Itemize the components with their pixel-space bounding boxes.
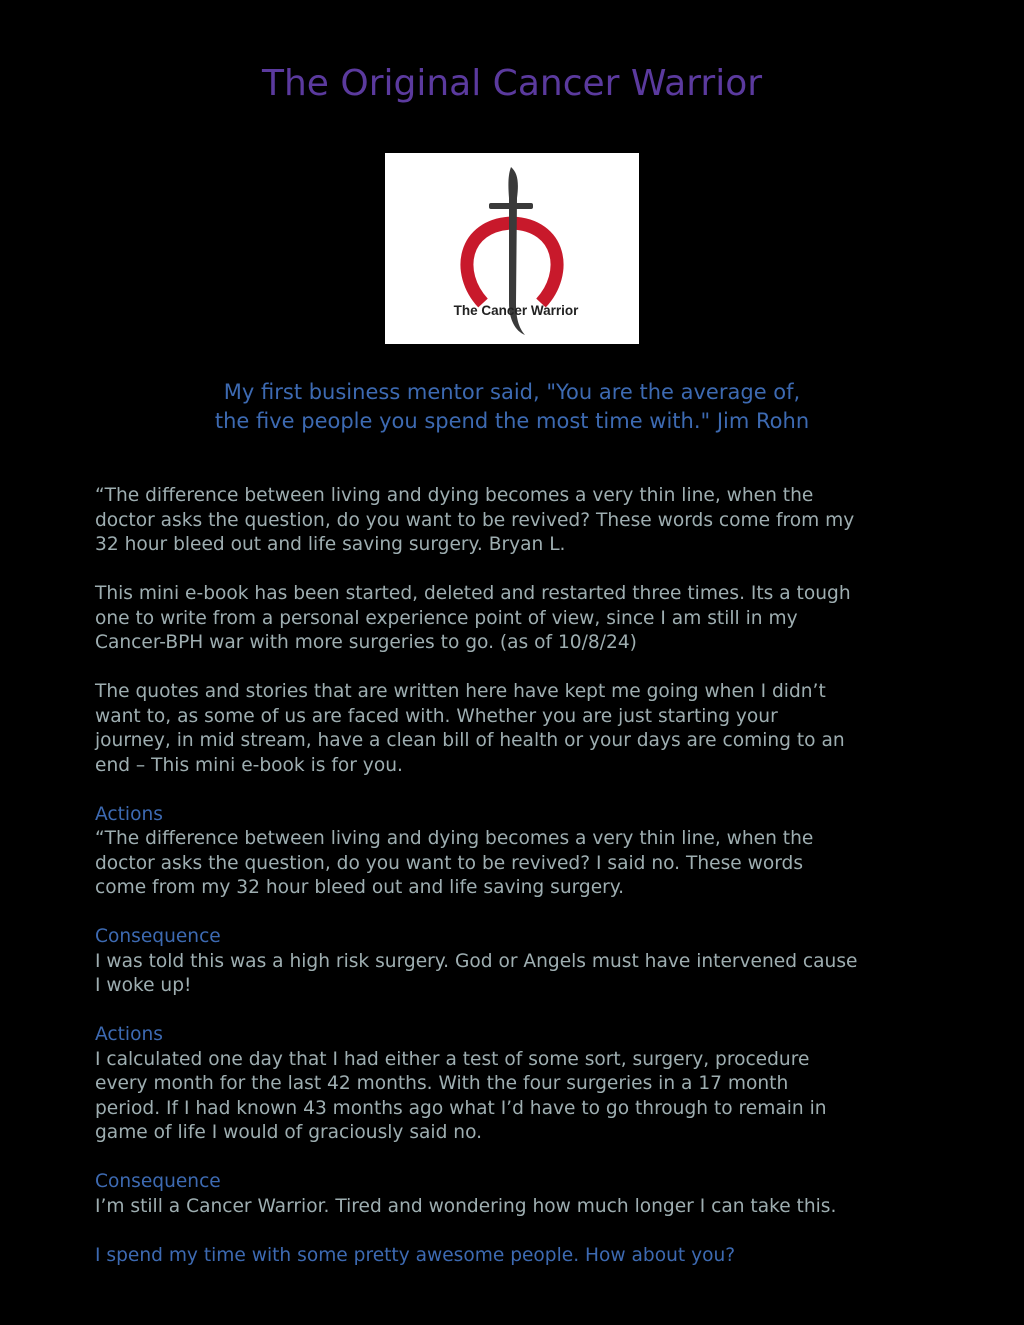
text-line: Cancer-BPH war with more surgeries to go. (as of 10/8/24) [95, 632, 637, 653]
text-line: end – This mini e-book is for you. [95, 754, 403, 776]
text-line: I was told this was a high risk surgery. God or Angels must have intervened cause [95, 950, 858, 972]
page-title: The Original Cancer Warrior [261, 63, 763, 104]
text-line: one to write from a personal experience point of view, since I am still in my [95, 607, 798, 629]
text-line: doctor asks the question, do you want to be revived? I said no. These words [95, 852, 804, 874]
section-1 [95, 803, 945, 999]
paragraph-quotes-stories [95, 680, 945, 778]
closing-line: I spend my time with some pretty awesome people. How about you? [95, 1244, 736, 1266]
actions-heading: Actions [95, 803, 163, 825]
text-line: The quotes and stories that are written here have kept me going when I didn’t [95, 681, 826, 702]
text-line: I woke up! [95, 975, 192, 996]
text-line: doctor asks the question, do you want to be revived? These words come from my [95, 509, 855, 531]
article-body [95, 484, 945, 1268]
logo-text: The Cancer Warrior [453, 303, 579, 318]
text-line: want to, as some of us are faced with. Whether you are just starting your [95, 705, 778, 727]
mentor-quote [0, 378, 1024, 436]
consequence-heading: Consequence [95, 926, 221, 947]
intro-paragraph [95, 484, 945, 558]
text-line: game of life I would of graciously said no. [95, 1122, 483, 1143]
mentor-quote-line: My first business mentor said, "You are the average of, [223, 380, 801, 404]
text-line: I’m still a Cancer Warrior. Tired and wondering how much longer I can take this. [95, 1195, 837, 1217]
text-line: period. If I had known 43 months ago what I’d have to go through to remain in [95, 1097, 827, 1119]
section-2 [95, 1023, 945, 1219]
text-line: every month for the last 42 months. With the four surgeries in a 17 month [95, 1073, 789, 1094]
paragraph-ebook-history [95, 582, 945, 656]
mentor-quote-line: the five people you spend the most time with." Jim Rohn [214, 409, 810, 433]
text-line: journey, in mid stream, have a clean bill of health or your days are coming to an [95, 730, 845, 751]
text-line: I calculated one day that I had either a test of some sort, surgery, procedure [95, 1048, 810, 1070]
text-line: “The difference between living and dying becomes a very thin line, when the [95, 828, 814, 849]
actions-heading: Actions [95, 1024, 163, 1045]
text-line: come from my 32 hour bleed out and life saving surgery. [95, 877, 625, 898]
text-line: This mini e-book has been started, deleted and restarted three times. Its a tough [95, 583, 851, 604]
text-line: “The difference between living and dying becomes a very thin line, when the [95, 485, 814, 506]
text-line: 32 hour bleed out and life saving surgery. Bryan L. [95, 534, 566, 555]
sword-omega-logo-icon [385, 153, 639, 344]
logo [385, 153, 639, 344]
consequence-heading: Consequence [95, 1171, 221, 1192]
